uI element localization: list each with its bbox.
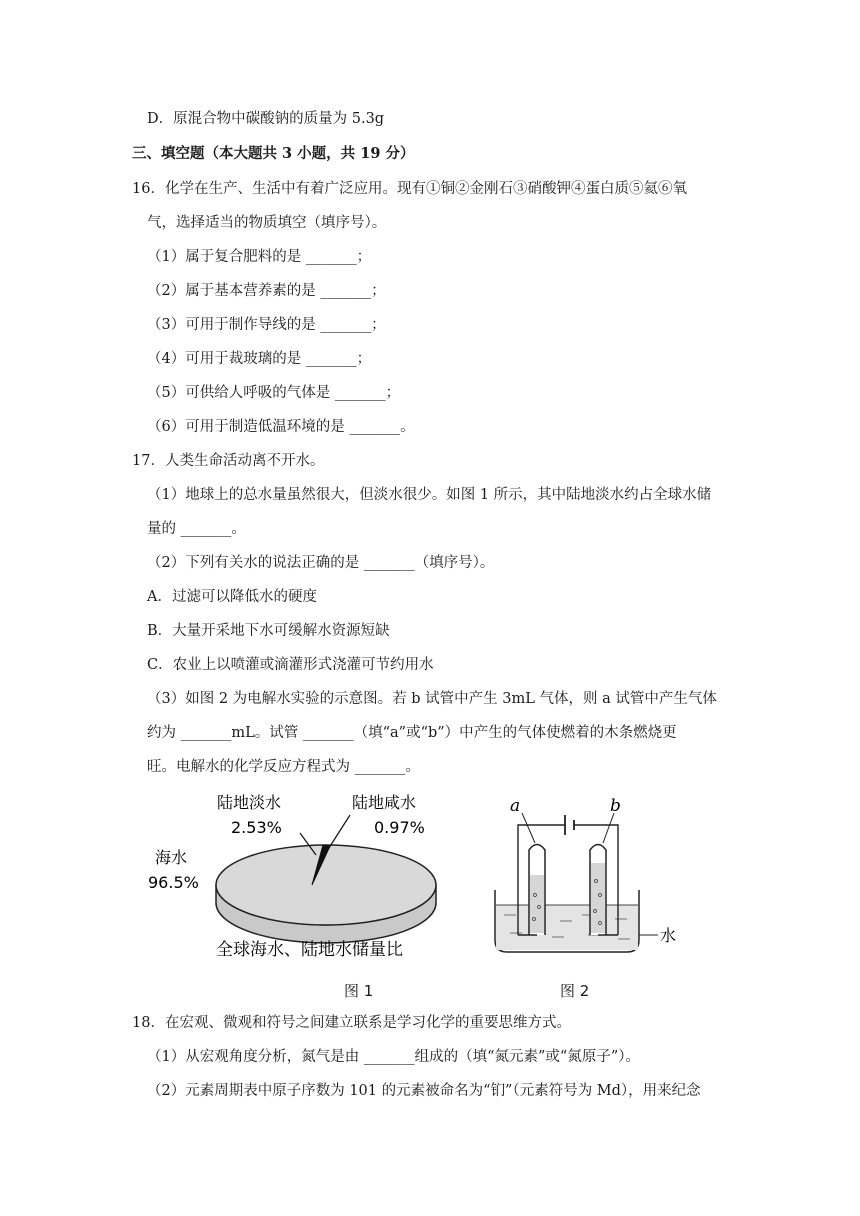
value-sea-water: 96.5%	[148, 873, 199, 892]
question-17-option-b: B．大量开采地下水可缓解水资源短缺	[147, 623, 390, 639]
question-16-stem: 16．化学在生产、生活中有着广泛应用。现有①铜②金刚石③硝酸钾④蛋白质⑤氦⑥氧	[132, 181, 687, 197]
question-16-sub-1: （1）属于复合肥料的是 _______；	[147, 249, 372, 265]
question-18-sub-2: （2）元素周期表中原子序数为 101 的元素被命名为“钔”（元素符号为 Md），用来纪念	[147, 1083, 701, 1099]
figure-2-electrolysis	[490, 795, 680, 960]
question-16-sub-3: （3）可用于制作导线的是 _______；	[147, 317, 386, 333]
question-16-sub-6: （6）可用于制造低温环境的是 _______。	[147, 419, 415, 435]
figure-1-caption: 全球海水、陆地水储量比	[216, 940, 403, 960]
label-water: 水	[660, 926, 677, 945]
question-17-sub-1-cont: 量的 _______。	[147, 521, 246, 537]
question-16-stem-cont: 气，选择适当的物质填空（填序号）。	[147, 215, 387, 231]
value-salt-water: 0.97%	[374, 818, 425, 837]
question-17-option-a: A．过滤可以降低水的硬度	[147, 589, 317, 605]
question-17-option-c: C．农业上以喷灌或滴灌形式浇灌可节约用水	[147, 657, 434, 673]
figure-2-label: 图 2	[560, 982, 590, 1000]
question-17-stem: 17．人类生命活动离不开水。	[132, 453, 325, 469]
label-tube-b: b	[610, 796, 621, 816]
question-18-stem: 18．在宏观、微观和符号之间建立联系是学习化学的重要思维方式。	[132, 1015, 571, 1031]
question-16-sub-2: （2）属于基本营养素的是 _______；	[147, 283, 386, 299]
question-17-sub-2: （2）下列有关水的说法正确的是 _______（填序号）。	[147, 555, 495, 571]
label-salt-water: 陆地咸水	[352, 793, 417, 812]
question-17-sub-3-cont: 约为 _______mL。试管 _______（填“a”或“b”）中产生的气体使燃着的木条燃烧更	[147, 725, 677, 741]
figure-1-label: 图 1	[344, 982, 374, 1000]
label-sea-water: 海水	[155, 848, 188, 867]
question-16-sub-4: （4）可用于裁玻璃的是 _______；	[147, 351, 372, 367]
question-16-sub-5: （5）可供给人呼吸的气体是 _______；	[147, 385, 401, 401]
question-17-sub-1: （1）地球上的总水量虽然很大，但淡水很少。如图 1 所示，其中陆地淡水约占全球水储	[147, 487, 712, 503]
label-fresh-water: 陆地淡水	[217, 793, 282, 812]
option-d: D．原混合物中碳酸钠的质量为 5.3g	[147, 111, 385, 127]
figure-1-water-pie	[140, 785, 440, 965]
label-tube-a: a	[510, 796, 521, 816]
value-fresh-water: 2.53%	[231, 818, 282, 837]
question-17-sub-3: （3）如图 2 为电解水实验的示意图。若 b 试管中产生 3mL 气体，则 a 试管中产生气体	[147, 691, 717, 707]
question-18-sub-1: （1）从宏观角度分析，氮气是由 _______组成的（填“氮元素”或“氮原子”）。	[147, 1049, 640, 1065]
section-heading: 三、填空题（本大题共 3 小题，共 19 分）	[132, 145, 415, 162]
question-17-sub-3-end: 旺。电解水的化学反应方程式为 _______。	[147, 759, 420, 775]
